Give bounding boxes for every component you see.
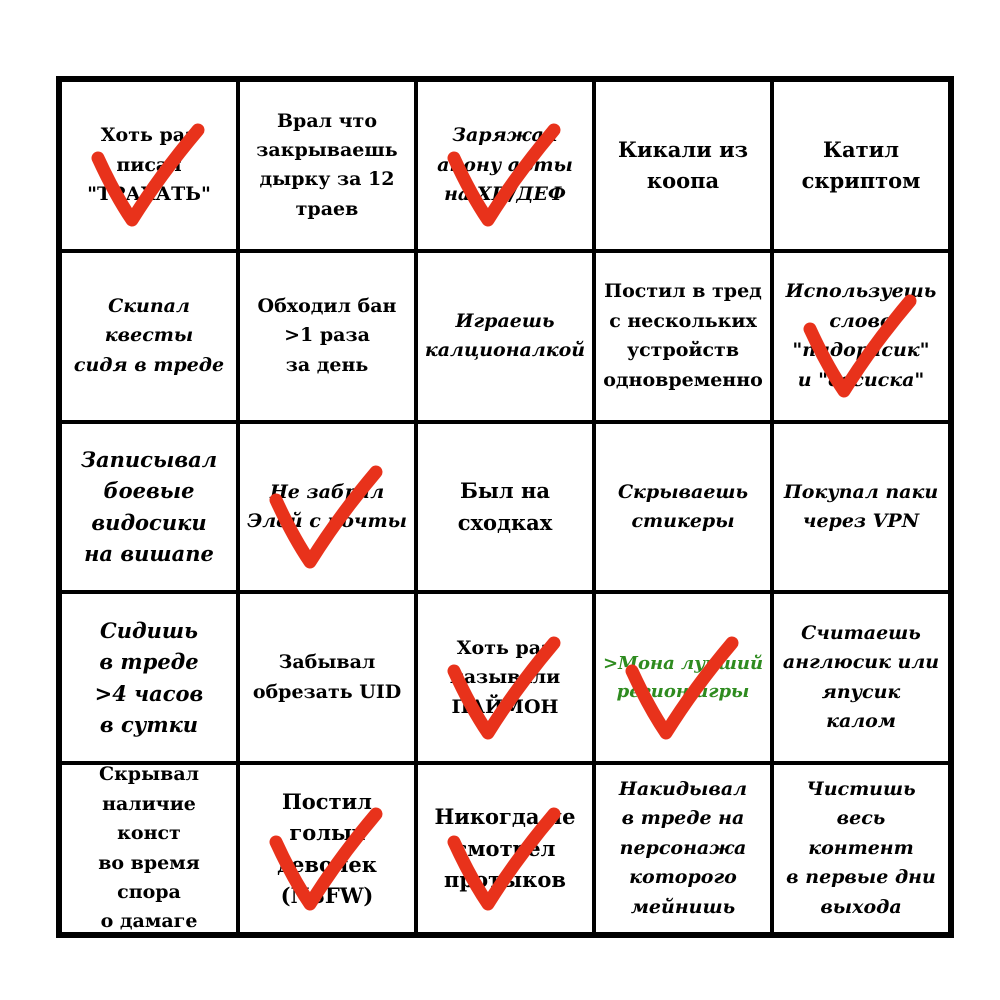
bingo-cell: [60, 80, 238, 251]
bingo-cell: [416, 251, 594, 422]
bingo-cell: [594, 422, 772, 593]
bingo-cell: [416, 763, 594, 934]
bingo-cell: [416, 592, 594, 763]
bingo-cell-text: Никогда не смотрел протыков: [434, 804, 576, 893]
bingo-board: [56, 76, 954, 938]
bingo-cell: [772, 763, 950, 934]
bingo-cell-text: Хоть раз называли ПАЙМОН: [449, 636, 561, 718]
bingo-cell: [772, 251, 950, 422]
bingo-cell-text: Скрываешь стикеры: [617, 480, 749, 532]
bingo-cell: [594, 80, 772, 251]
bingo-cell-text: Скрывал наличие конст во время спора о дамаге: [98, 763, 200, 933]
bingo-cell-text: Используешь слово "пидорасик" и "сосиска": [785, 280, 937, 391]
bingo-cell-text: Чистишь весь контент в первые дни выхода: [786, 778, 936, 918]
bingo-cell: [238, 592, 416, 763]
bingo-cell-text: Играешь калционалкой: [424, 309, 586, 362]
bingo-cell: [772, 592, 950, 763]
bingo-cell-text: Покупал паки через VPN: [783, 480, 939, 532]
bingo-cell-text: Постил голых девочек (NSFW): [277, 788, 377, 909]
bingo-cell-text: Заряжал анону арты на ХП/ДЕФ: [437, 124, 573, 206]
bingo-cell: [238, 80, 416, 251]
bingo-cell-text: Не забрал Элой с почты: [247, 480, 407, 532]
bingo-cell: [60, 592, 238, 763]
bingo-cell-text: Обходил бан >1 раза за день: [257, 295, 397, 376]
bingo-cell-text: Скипал квесты сидя в треде: [73, 295, 225, 376]
bingo-cell-text: Записывал боевые видосики на вишапе: [80, 446, 218, 567]
bingo-cell-text: Накидывал в треде на персонажа которого мейнишь: [618, 778, 748, 918]
bingo-cell-text: Катил скриптом: [801, 136, 921, 194]
bingo-cell: [238, 422, 416, 593]
bingo-cell-text: Забывал обрезать UID: [252, 651, 402, 703]
bingo-cell: [238, 763, 416, 934]
bingo-cell-text: Кикали из коопа: [617, 136, 749, 194]
bingo-cell: [772, 80, 950, 251]
bingo-cell: [594, 592, 772, 763]
bingo-cell: [60, 422, 238, 593]
bingo-cell-text: Хоть раз писал "ТРАХАТЬ": [87, 124, 211, 206]
bingo-cell: [416, 80, 594, 251]
bingo-cell: [416, 422, 594, 593]
bingo-cell: [594, 763, 772, 934]
bingo-cell-text: Считаешь англюсик или япусик калом: [782, 621, 940, 733]
bingo-cell-text: Постил в тред с нескольких устройств одновременно: [603, 280, 763, 391]
bingo-cell-text: Был на сходках: [457, 478, 553, 535]
bingo-cell-text: >Мона лучший регион игры: [602, 652, 764, 702]
bingo-cell-text: Врал что закрываешь дырку за 12 траев: [256, 109, 398, 220]
bingo-cell: [238, 251, 416, 422]
bingo-cell: [60, 251, 238, 422]
bingo-cell: [594, 251, 772, 422]
bingo-cell: [60, 763, 238, 934]
bingo-cell: [772, 422, 950, 593]
bingo-cell-text: Сидишь в треде >4 часов в сутки: [94, 617, 204, 738]
